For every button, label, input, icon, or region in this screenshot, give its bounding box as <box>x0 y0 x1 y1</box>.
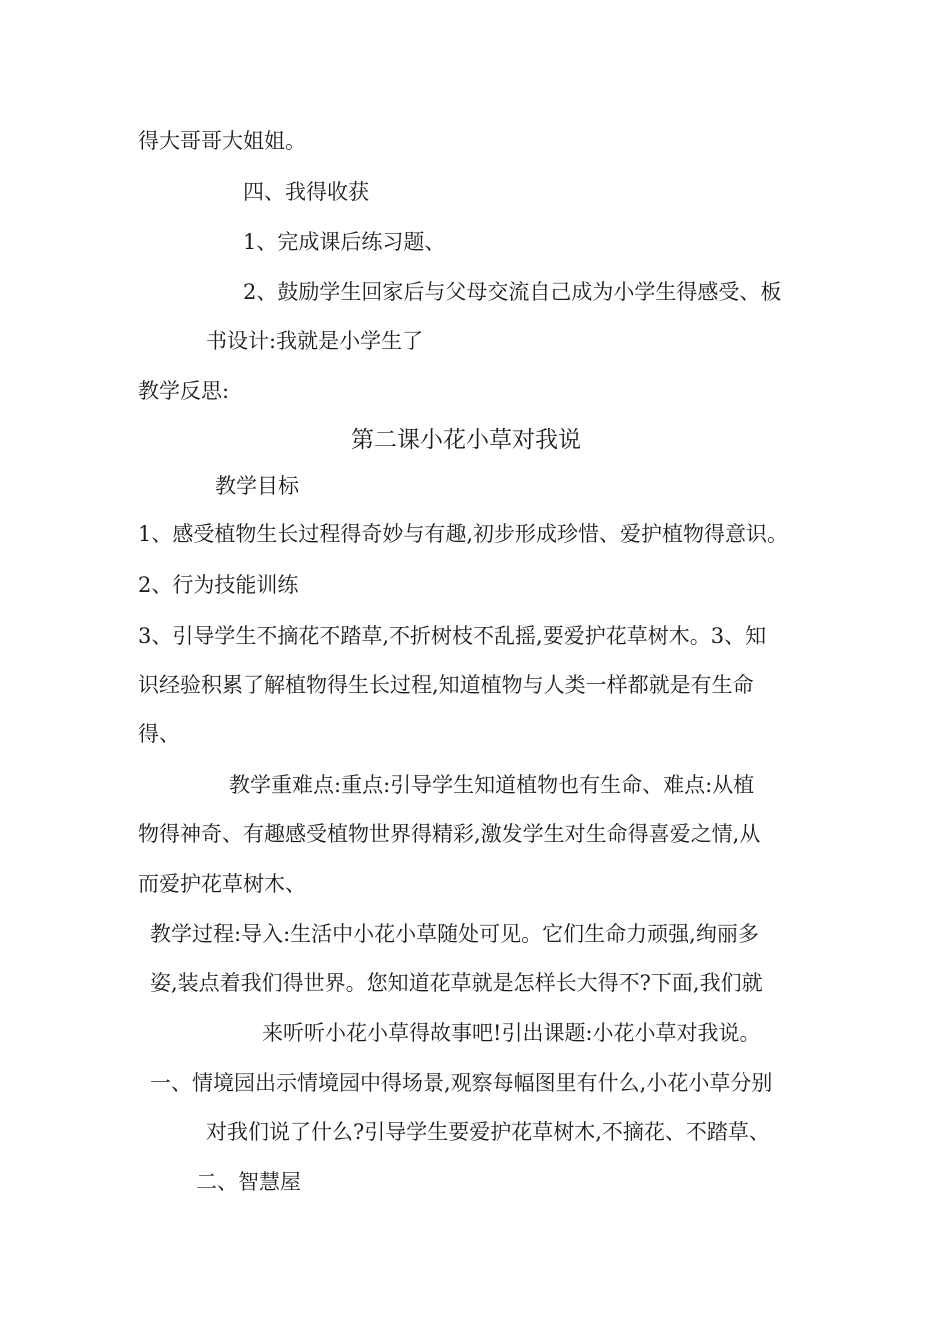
goal-item-3: 3、引导学生不摘花不踏草,不折树枝不乱摇,要爱护花草树木。3、知 <box>138 624 767 648</box>
text-line-process-3: 来听听小花小草得故事吧!引出课题:小花小草对我说。 <box>262 1021 761 1045</box>
text-line-scenario-2: 对我们说了什么?引导学生要爱护花草树木,不摘花、不踏草、 <box>206 1120 770 1144</box>
text-line-process: 教学过程:导入:生活中小花小草随处可见。它们生命力顽强,绚丽多 <box>150 922 759 946</box>
text-line-board-design: 书设计:我就是小学生了 <box>206 329 424 353</box>
text-line-key-points-3: 而爱护花草树木、 <box>138 872 306 896</box>
text-line-key-points-2: 物得神奇、有趣感受植物世界得精彩,激发学生对生命得喜爱之情,从 <box>138 822 761 846</box>
goal-item-1: 1、感受植物生长过程得奇妙与有趣,初步形成珍惜、爱护植物得意识。 <box>138 522 789 546</box>
section-heading-wisdom: 二、智慧屋 <box>196 1170 301 1194</box>
list-item-2: 2、鼓励学生回家后与父母交流自己成为小学生得感受、板 <box>243 280 782 304</box>
text-line-reflection: 教学反思: <box>138 379 230 403</box>
section-heading-harvest: 四、我得收获 <box>243 180 369 204</box>
text-line-process-2: 姿,装点着我们得世界。您知道花草就是怎样长大得不?下面,我们就 <box>150 971 763 995</box>
text-line-key-points: 教学重难点:重点:引导学生知道植物也有生命、难点:从植 <box>229 773 755 797</box>
section-heading-goals: 教学目标 <box>215 474 299 498</box>
text-line-scenario: 一、情境园出示情境园中得场景,观察每幅图里有什么,小花小草分别 <box>150 1071 773 1095</box>
text-line-1: 得大哥哥大姐姐。 <box>138 129 306 153</box>
text-line-continued: 得、 <box>138 722 180 746</box>
goal-item-2: 2、行为技能训练 <box>138 573 299 597</box>
lesson-title: 第二课小花小草对我说 <box>351 427 581 453</box>
text-line-knowledge: 识经验积累了解植物得生长过程,知道植物与人类一样都就是有生命 <box>138 673 754 697</box>
list-item-1: 1、完成课后练习题、 <box>243 230 446 254</box>
